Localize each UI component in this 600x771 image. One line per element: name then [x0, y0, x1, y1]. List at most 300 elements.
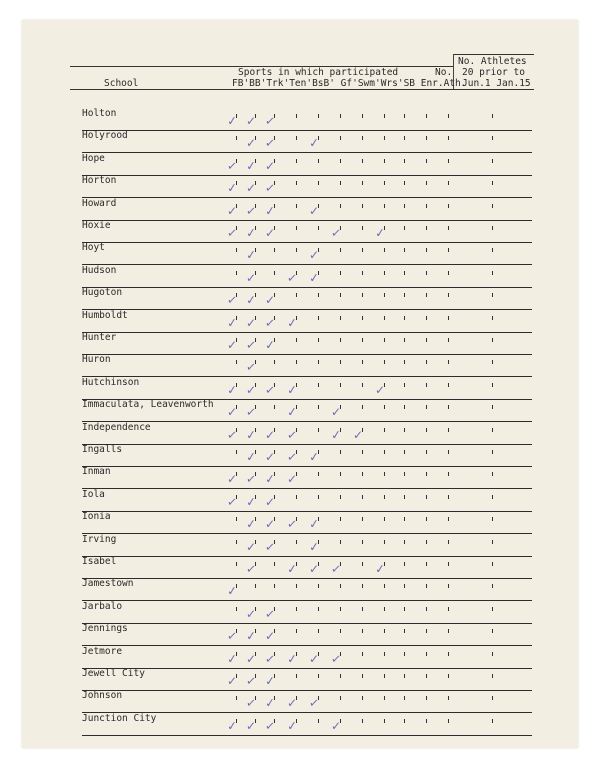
- column-tick-mark: [384, 428, 385, 432]
- participation-checkmark: ✓: [245, 494, 257, 510]
- participation-checkmark: ✓: [226, 628, 238, 644]
- column-tick-mark: [384, 248, 385, 252]
- participation-checkmark: ✓: [246, 315, 257, 330]
- school-name: Jamestown: [82, 578, 134, 590]
- column-tick-mark: [318, 472, 319, 476]
- column-tick-mark: [362, 271, 363, 275]
- column-tick-mark: [384, 159, 385, 163]
- column-tick-mark: [384, 629, 385, 633]
- column-tick-mark: [384, 607, 385, 611]
- column-tick-mark: [426, 114, 427, 118]
- column-tick-mark: [296, 495, 297, 499]
- participation-checkmark: ✓: [226, 180, 238, 196]
- school-name: Holyrood: [82, 130, 128, 142]
- column-tick-mark: [426, 316, 427, 320]
- row-rule: [82, 466, 532, 467]
- column-tick-mark: [404, 517, 405, 521]
- school-name: Hugoton: [82, 287, 123, 299]
- column-tick-mark: [318, 360, 319, 364]
- column-tick-mark: [340, 136, 341, 140]
- column-tick-mark: [448, 405, 449, 409]
- column-tick-mark: [492, 248, 493, 252]
- participation-checkmark: ✓: [226, 292, 238, 308]
- athletes-header-line3: Jun.1 Jan.15: [462, 78, 531, 89]
- school-name: Jewell City: [82, 668, 145, 679]
- column-tick-mark: [404, 159, 405, 163]
- column-tick-mark: [492, 405, 493, 409]
- participation-checkmark: ✓: [246, 270, 257, 285]
- column-tick-mark: [340, 629, 341, 633]
- row-rule: [82, 220, 532, 221]
- participation-checkmark: ✓: [265, 629, 276, 644]
- column-tick-mark: [384, 181, 385, 185]
- column-tick-mark: [404, 114, 405, 118]
- column-tick-mark: [426, 405, 427, 409]
- column-tick-mark: [384, 495, 385, 499]
- column-tick-mark: [274, 360, 275, 364]
- column-tick-mark: [318, 114, 319, 118]
- participation-checkmark: ✓: [245, 292, 257, 308]
- column-tick-mark: [296, 204, 297, 208]
- column-tick-mark: [362, 293, 363, 297]
- participation-checkmark: ✓: [286, 718, 298, 734]
- participation-checkmark: ✓: [245, 158, 257, 174]
- column-tick-mark: [426, 472, 427, 476]
- participation-checkmark: ✓: [245, 337, 257, 353]
- participation-checkmark: ✓: [309, 562, 320, 576]
- column-tick-mark: [404, 136, 405, 140]
- column-tick-mark: [296, 114, 297, 118]
- school-name: Jetmore: [82, 645, 123, 657]
- column-tick-mark: [362, 360, 363, 364]
- column-tick-mark: [340, 383, 341, 387]
- column-tick-mark: [448, 584, 449, 588]
- column-tick-mark: [404, 428, 405, 432]
- participation-checkmark: ✓: [287, 472, 298, 487]
- column-tick-mark: [296, 584, 297, 588]
- participation-checkmark: ✓: [245, 247, 257, 263]
- column-tick-mark: [448, 159, 449, 163]
- athletes-header-line1: No. Athletes: [458, 56, 527, 67]
- participation-checkmark: ✓: [245, 427, 257, 443]
- column-tick-mark: [426, 719, 427, 723]
- column-tick-mark: [426, 652, 427, 656]
- column-tick-mark: [404, 584, 405, 588]
- participation-checkmark: ✓: [226, 651, 238, 667]
- school-name: Inman: [82, 466, 111, 478]
- column-tick-mark: [492, 226, 493, 230]
- column-tick-mark: [384, 584, 385, 588]
- column-tick-mark: [296, 293, 297, 297]
- participation-checkmark: ✓: [245, 673, 257, 689]
- column-tick-mark: [384, 136, 385, 140]
- row-rule: [82, 354, 532, 355]
- column-tick-mark: [318, 226, 319, 230]
- column-tick-mark: [426, 271, 427, 275]
- column-tick-mark: [236, 607, 237, 611]
- column-tick-mark: [492, 696, 493, 700]
- column-tick-mark: [274, 271, 275, 275]
- participation-checkmark: ✓: [245, 225, 257, 241]
- column-tick-mark: [448, 674, 449, 678]
- participation-checkmark: ✓: [330, 651, 342, 667]
- column-tick-mark: [448, 316, 449, 320]
- participation-checkmark: ✓: [308, 539, 320, 555]
- participation-checkmark: ✓: [246, 718, 257, 733]
- column-tick-mark: [426, 607, 427, 611]
- school-name: Horton: [82, 175, 117, 187]
- column-tick-mark: [362, 719, 363, 723]
- participation-checkmark: ✓: [286, 561, 298, 577]
- participation-checkmark: ✓: [246, 114, 257, 128]
- column-tick-mark: [340, 271, 341, 275]
- column-tick-mark: [384, 540, 385, 544]
- school-column-header: School: [104, 78, 139, 89]
- column-tick-mark: [340, 338, 341, 342]
- school-name: Holton: [82, 108, 117, 119]
- column-tick-mark: [318, 428, 319, 432]
- column-tick-mark: [340, 674, 341, 678]
- column-tick-mark: [404, 248, 405, 252]
- column-tick-mark: [404, 204, 405, 208]
- column-tick-mark: [384, 517, 385, 521]
- column-tick-mark: [426, 159, 427, 163]
- column-tick-mark: [492, 181, 493, 185]
- school-name: Johnson: [82, 690, 123, 702]
- participation-checkmark: ✓: [264, 135, 276, 151]
- school-name: Ingalls: [82, 444, 123, 455]
- school-name: Humboldt: [82, 309, 128, 321]
- column-tick-mark: [236, 517, 237, 521]
- school-name: Hudson: [82, 264, 117, 276]
- column-tick-mark: [362, 159, 363, 163]
- participation-checkmark: ✓: [264, 606, 276, 622]
- participation-checkmark: ✓: [246, 606, 257, 621]
- column-tick-mark: [492, 584, 493, 588]
- no-label: No.: [435, 67, 453, 78]
- column-tick-mark: [492, 719, 493, 723]
- column-tick-mark: [404, 540, 405, 544]
- school-name: Hutchinson: [82, 376, 140, 388]
- column-tick-mark: [448, 383, 449, 387]
- participation-checkmark: ✓: [331, 405, 342, 420]
- column-tick-mark: [426, 674, 427, 678]
- column-tick-mark: [362, 136, 363, 140]
- column-tick-mark: [362, 652, 363, 656]
- row-rule: [82, 488, 532, 489]
- column-tick-mark: [448, 181, 449, 185]
- column-tick-mark: [404, 607, 405, 611]
- row-rule: [82, 645, 532, 646]
- participation-checkmark: ✓: [264, 315, 276, 331]
- school-name: Ionia: [82, 511, 111, 523]
- row-rule: [82, 309, 532, 310]
- column-tick-mark: [404, 338, 405, 342]
- participation-checkmark: ✓: [374, 561, 386, 577]
- column-tick-mark: [296, 136, 297, 140]
- participation-checkmark: ✓: [226, 315, 238, 331]
- column-tick-mark: [448, 517, 449, 521]
- column-tick-mark: [340, 472, 341, 476]
- participation-checkmark: ✓: [286, 516, 298, 532]
- column-tick-mark: [448, 338, 449, 342]
- column-tick-mark: [426, 540, 427, 544]
- column-tick-mark: [384, 652, 385, 656]
- column-tick-mark: [296, 360, 297, 364]
- participation-checkmark: ✓: [308, 449, 320, 465]
- participation-checkmark: ✓: [227, 203, 238, 218]
- participation-checkmark: ✓: [246, 539, 257, 554]
- column-tick-mark: [492, 428, 493, 432]
- school-name: Isabel: [82, 556, 117, 567]
- participation-checkmark: ✓: [265, 450, 276, 464]
- school-name: Hoyt: [82, 242, 105, 254]
- column-tick-mark: [362, 495, 363, 499]
- column-tick-mark: [448, 562, 449, 566]
- column-tick-mark: [340, 584, 341, 588]
- column-tick-mark: [492, 540, 493, 544]
- column-tick-mark: [448, 495, 449, 499]
- school-name: Huron: [82, 354, 111, 366]
- participation-checkmark: ✓: [264, 471, 276, 487]
- column-tick-mark: [340, 360, 341, 364]
- participation-checkmark: ✓: [265, 293, 276, 308]
- column-tick-mark: [340, 159, 341, 163]
- column-tick-mark: [492, 450, 493, 454]
- column-tick-mark: [404, 271, 405, 275]
- column-tick-mark: [426, 248, 427, 252]
- column-tick-mark: [362, 181, 363, 185]
- participation-checkmark: ✓: [374, 225, 386, 241]
- column-tick-mark: [362, 204, 363, 208]
- column-tick-mark: [448, 114, 449, 118]
- participation-checkmark: ✓: [226, 718, 238, 734]
- column-tick-mark: [296, 338, 297, 342]
- row-rule: [82, 197, 532, 198]
- column-tick-mark: [492, 472, 493, 476]
- column-tick-mark: [492, 114, 493, 118]
- column-tick-mark: [448, 271, 449, 275]
- column-tick-mark: [404, 719, 405, 723]
- participation-checkmark: ✓: [286, 315, 298, 331]
- column-tick-mark: [236, 450, 237, 454]
- column-tick-mark: [492, 652, 493, 656]
- column-tick-mark: [404, 674, 405, 678]
- column-tick-mark: [340, 540, 341, 544]
- column-tick-mark: [426, 584, 427, 588]
- participation-checkmark: ✓: [226, 427, 238, 443]
- column-tick-mark: [448, 293, 449, 297]
- participation-checkmark: ✓: [331, 718, 342, 733]
- column-tick-mark: [404, 450, 405, 454]
- column-tick-mark: [404, 383, 405, 387]
- column-tick-mark: [384, 450, 385, 454]
- column-tick-mark: [384, 293, 385, 297]
- column-tick-mark: [296, 248, 297, 252]
- participation-checkmark: ✓: [245, 471, 257, 487]
- column-tick-mark: [404, 181, 405, 185]
- row-rule: [82, 600, 532, 601]
- column-tick-mark: [492, 383, 493, 387]
- participation-checkmark: ✓: [286, 427, 298, 443]
- column-tick-mark: [448, 607, 449, 611]
- column-tick-mark: [404, 696, 405, 700]
- column-tick-mark: [448, 360, 449, 364]
- column-tick-mark: [274, 248, 275, 252]
- participation-checkmark: ✓: [309, 651, 320, 666]
- participation-checkmark: ✓: [286, 404, 298, 420]
- school-name: Iola: [82, 488, 105, 500]
- column-tick-mark: [426, 383, 427, 387]
- participation-checkmark: ✓: [227, 405, 238, 420]
- school-name: Independence: [82, 421, 151, 433]
- participation-checkmark: ✓: [309, 248, 320, 263]
- column-tick-mark: [296, 159, 297, 163]
- column-tick-mark: [296, 607, 297, 611]
- column-tick-mark: [492, 360, 493, 364]
- column-tick-mark: [362, 517, 363, 521]
- participation-checkmark: ✓: [226, 158, 238, 174]
- row-rule: [82, 511, 532, 512]
- participation-checkmark: ✓: [264, 673, 276, 689]
- participation-checkmark: ✓: [330, 427, 342, 443]
- school-name: Howard: [82, 197, 117, 209]
- participation-checkmark: ✓: [246, 181, 257, 196]
- column-tick-mark: [492, 293, 493, 297]
- participation-checkmark: ✓: [265, 226, 276, 240]
- column-tick-mark: [340, 316, 341, 320]
- row-rule: [82, 578, 532, 579]
- participation-checkmark: ✓: [245, 449, 257, 465]
- column-tick-mark: [362, 248, 363, 252]
- column-tick-mark: [448, 652, 449, 656]
- participation-checkmark: ✓: [245, 203, 257, 219]
- column-tick-mark: [318, 405, 319, 409]
- column-tick-mark: [362, 383, 363, 387]
- column-tick-mark: [404, 316, 405, 320]
- column-tick-mark: [448, 136, 449, 140]
- column-tick-mark: [492, 338, 493, 342]
- column-tick-mark: [448, 540, 449, 544]
- row-rule: [82, 376, 532, 377]
- row-rule: [82, 444, 532, 445]
- participation-checkmark: ✓: [286, 449, 298, 465]
- participation-checkmark: ✓: [308, 695, 320, 711]
- column-tick-mark: [236, 562, 237, 566]
- column-tick-mark: [318, 584, 319, 588]
- participation-checkmark: ✓: [264, 695, 276, 711]
- column-tick-mark: [404, 495, 405, 499]
- column-tick-mark: [448, 696, 449, 700]
- column-tick-mark: [426, 360, 427, 364]
- participation-checkmark: ✓: [226, 494, 238, 510]
- column-tick-mark: [296, 540, 297, 544]
- column-tick-mark: [340, 450, 341, 454]
- column-tick-mark: [426, 696, 427, 700]
- column-tick-mark: [404, 226, 405, 230]
- column-tick-mark: [318, 181, 319, 185]
- participation-checkmark: ✓: [227, 674, 238, 688]
- participation-checkmark: ✓: [264, 203, 276, 219]
- participation-checkmark: ✓: [286, 270, 298, 286]
- participation-checkmark: ✓: [245, 561, 257, 577]
- column-tick-mark: [236, 271, 237, 275]
- participation-checkmark: ✓: [265, 494, 276, 509]
- school-name: Hope: [82, 152, 105, 164]
- column-tick-mark: [384, 204, 385, 208]
- column-tick-mark: [318, 607, 319, 611]
- column-tick-mark: [340, 248, 341, 252]
- document-page: [22, 20, 578, 748]
- column-tick-mark: [340, 607, 341, 611]
- column-tick-mark: [362, 607, 363, 611]
- column-tick-mark: [492, 159, 493, 163]
- school-name: Hoxie: [82, 220, 111, 231]
- school-name: Irving: [82, 533, 117, 545]
- participation-checkmark: ✓: [264, 113, 276, 129]
- participation-checkmark: ✓: [375, 382, 386, 397]
- column-tick-mark: [492, 136, 493, 140]
- participation-checkmark: ✓: [245, 516, 257, 532]
- participation-checkmark: ✓: [264, 180, 276, 196]
- column-tick-mark: [340, 204, 341, 208]
- column-tick-mark: [362, 472, 363, 476]
- participation-checkmark: ✓: [226, 583, 238, 599]
- column-tick-mark: [426, 495, 427, 499]
- participation-checkmark: ✓: [308, 135, 320, 151]
- column-tick-mark: [492, 629, 493, 633]
- column-tick-mark: [384, 360, 385, 364]
- column-tick-mark: [384, 674, 385, 678]
- column-tick-mark: [426, 136, 427, 140]
- column-tick-mark: [426, 517, 427, 521]
- column-tick-mark: [426, 181, 427, 185]
- row-rule: [82, 690, 532, 691]
- school-table: [22, 20, 578, 748]
- column-tick-mark: [448, 450, 449, 454]
- column-tick-mark: [362, 562, 363, 566]
- column-tick-mark: [274, 584, 275, 588]
- column-tick-mark: [340, 181, 341, 185]
- participation-checkmark: ✓: [245, 404, 257, 420]
- column-tick-mark: [404, 293, 405, 297]
- column-tick-mark: [448, 226, 449, 230]
- row-rule: [82, 623, 532, 624]
- school-name: Hunter: [82, 332, 117, 343]
- sports-header-title: Sports in which participated: [238, 67, 399, 78]
- column-tick-mark: [426, 562, 427, 566]
- column-tick-mark: [448, 428, 449, 432]
- column-tick-mark: [362, 405, 363, 409]
- column-tick-mark: [492, 517, 493, 521]
- participation-checkmark: ✓: [265, 517, 276, 532]
- column-tick-mark: [255, 584, 256, 588]
- column-tick-mark: [362, 114, 363, 118]
- column-tick-mark: [448, 248, 449, 252]
- participation-checkmark: ✓: [246, 382, 257, 397]
- column-tick-mark: [384, 696, 385, 700]
- column-tick-mark: [384, 405, 385, 409]
- column-tick-mark: [318, 674, 319, 678]
- column-tick-mark: [492, 271, 493, 275]
- column-tick-mark: [340, 517, 341, 521]
- participation-checkmark: ✓: [265, 427, 276, 442]
- column-tick-mark: [236, 540, 237, 544]
- school-name: Junction City: [82, 712, 157, 724]
- column-tick-mark: [362, 674, 363, 678]
- column-tick-mark: [236, 360, 237, 364]
- column-tick-mark: [362, 629, 363, 633]
